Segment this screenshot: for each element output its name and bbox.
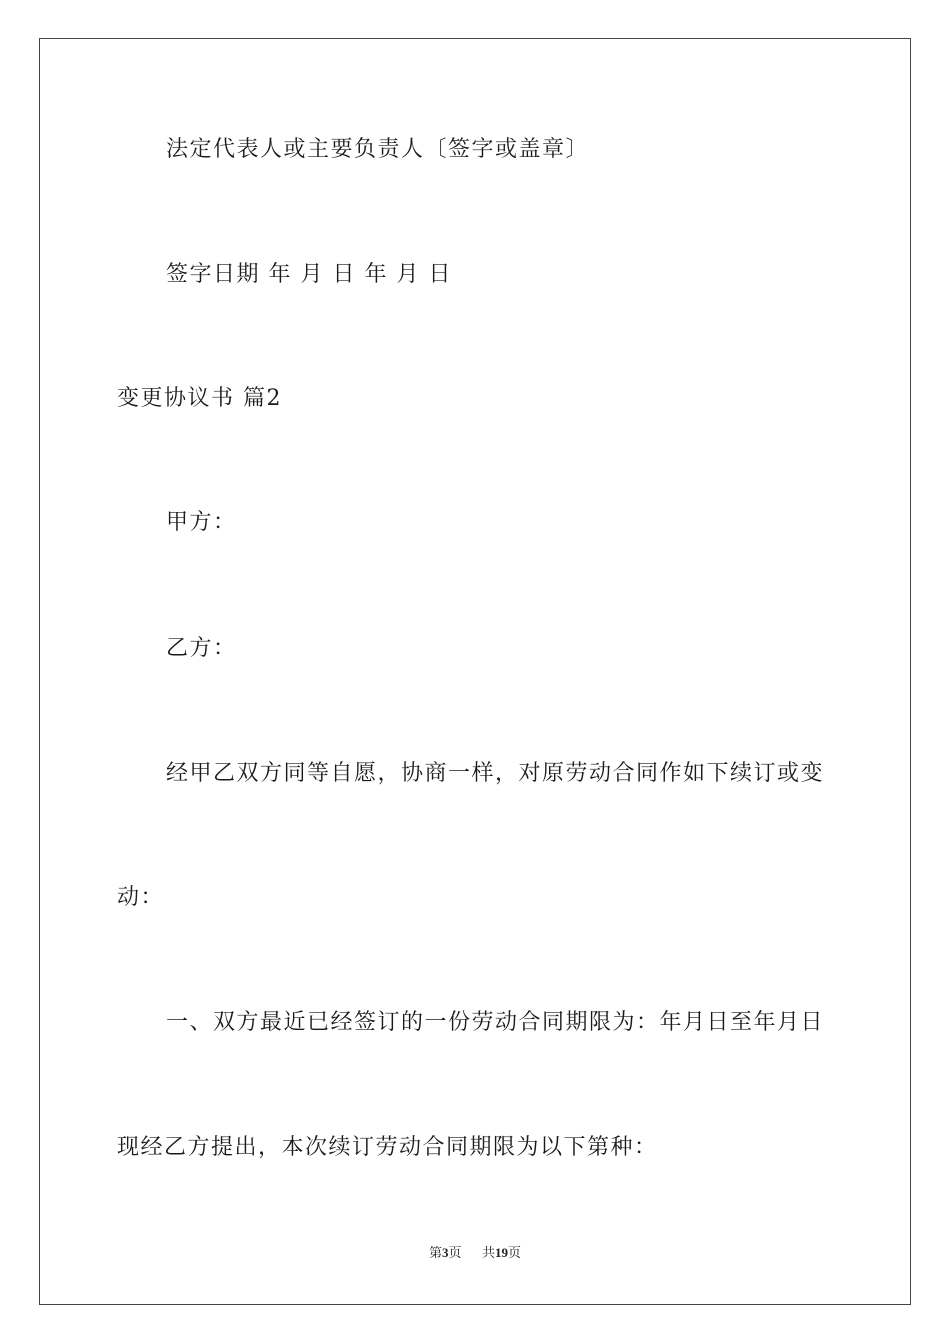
body-paragraph-1: 经甲乙双方同等自愿，协商一样，对原劳动合同作如下续订或变 xyxy=(166,761,825,786)
total-page-number: 19 xyxy=(495,1245,509,1260)
page-border xyxy=(39,38,911,1305)
current-page-number: 3 xyxy=(441,1245,449,1260)
total-suffix: 页 xyxy=(508,1245,522,1260)
body-paragraph-1-continued: 动： xyxy=(117,885,165,910)
signature-line: 法定代表人或主要负责人〔签字或盖章〕 xyxy=(166,137,590,162)
total-prefix: 共 xyxy=(482,1245,496,1260)
page-number-footer xyxy=(0,1244,950,1262)
page-suffix: 页 xyxy=(448,1245,462,1260)
clause-1-continued: 现经乙方提出，本次续订劳动合同期限为以下第种： xyxy=(117,1135,658,1160)
sign-date-line: 签字日期 年 月 日 年 月 日 xyxy=(166,262,452,287)
page-prefix: 第 xyxy=(428,1245,442,1260)
clause-1: 一、双方最近已经签订的一份劳动合同期限为：年月日至年月日 xyxy=(166,1010,825,1035)
party-b-line: 乙方： xyxy=(166,636,237,661)
section-heading: 变更协议书 篇2 xyxy=(117,386,282,411)
party-a-line: 甲方： xyxy=(166,510,237,535)
